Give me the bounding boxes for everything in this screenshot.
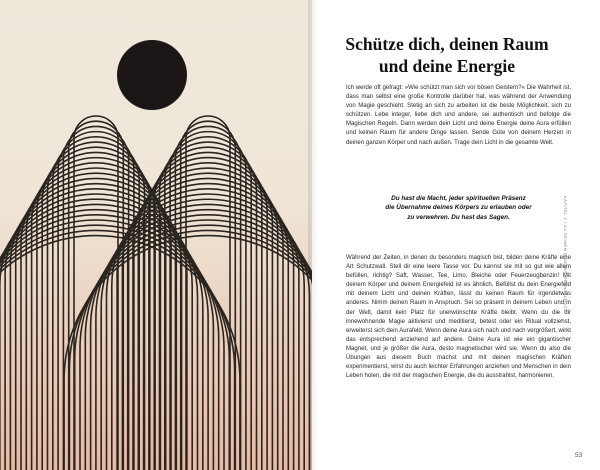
quote-line-2: die Übernahme deines Körpers zu erlauben oder: [385, 204, 532, 212]
book-gutter: [308, 0, 318, 470]
title-line-1: Schütze dich, deinen Raum: [345, 34, 549, 54]
left-arch-23: [0, 236, 240, 470]
intro-paragraph: Ich werde oft gefragt: »Wie schützt man sich vor bösen Geistern?« Die Wahrheit ist, dass man selbst eine große Kontrolle darüber hat, was während der Anwendung von Magie geschieht. Stetig an sich zu arbeiten ist die beste Möglichkeit, sich zu schützen. Lebe integer, liebe dich und andere, sei authentisch und befolge die Magischen Regeln. Dann werden dein Licht und deine Energie deine Aura erfüllen und keinen Raum für andere Dinge lassen. Sende Güte von deinem Herzen in deinen ganzen Körper und nach außen. Trage dein Licht in die gesamte Welt.: [346, 85, 571, 146]
pull-quote: [346, 194, 571, 222]
title-line-2: und deine Energie: [378, 56, 516, 76]
quote-line-1: Du hast die Macht, jeder spirituellen Präsenz: [391, 195, 526, 202]
running-head: KAPITEL 2 / ZU DEINEM EIGENEN GRENZSCHUTZ: [563, 196, 568, 312]
quote-line-3: zu verwehren. Du hast das Sagen.: [407, 213, 510, 221]
page-title: [328, 33, 566, 77]
page-number: 53: [575, 452, 583, 459]
black-sun: [117, 40, 187, 110]
body-paragraph: Während der Zeiten, in denen du besonders magisch bist, bilden deine Kräfte eine Art Schutzwall. Stell dir eine leere Tasse vor. Du kannst sie mit so gut wie allem befüllen, richtig? Saft, Wasser, Tee, Limo, Bleiche oder Feuerzeugbenzin! Mit deinem Körper und deinem Energiefeld ist es ähnlich. Befüllst du dein Energiefeld mit deinem Licht und deinen Kräften, lässt du keinen Raum für irgendetwas anderes. Nimm deinen Raum in Anspruch. Sei so präsent in deinem Leben und in der Welt, damit kein Platz für unerwünschte Kräfte bleibt. Wenn du die dir innewohnende Magie aktivierst und meditierst, betest oder ein Ritual vollziehst, erweiterst sich dein Aurafeld. Wenn deine Aura sich nach und nach vergrößert, wirkt das entsprechend anziehend auf andere. Deine Aura ist wie ein gigantischer Magnet, und je größer die Aura, desto magnetischer wird sie. Wenn du also die Übungen aus diesem Buch machst und mit deinen magischen Kräften experimentierst, wirst du auch leichter Erfahrungen anziehen und Menschen in dein Leben holen, die mit der magischen Energie, die du ausstrahlst, harmonieren.: [346, 255, 571, 380]
